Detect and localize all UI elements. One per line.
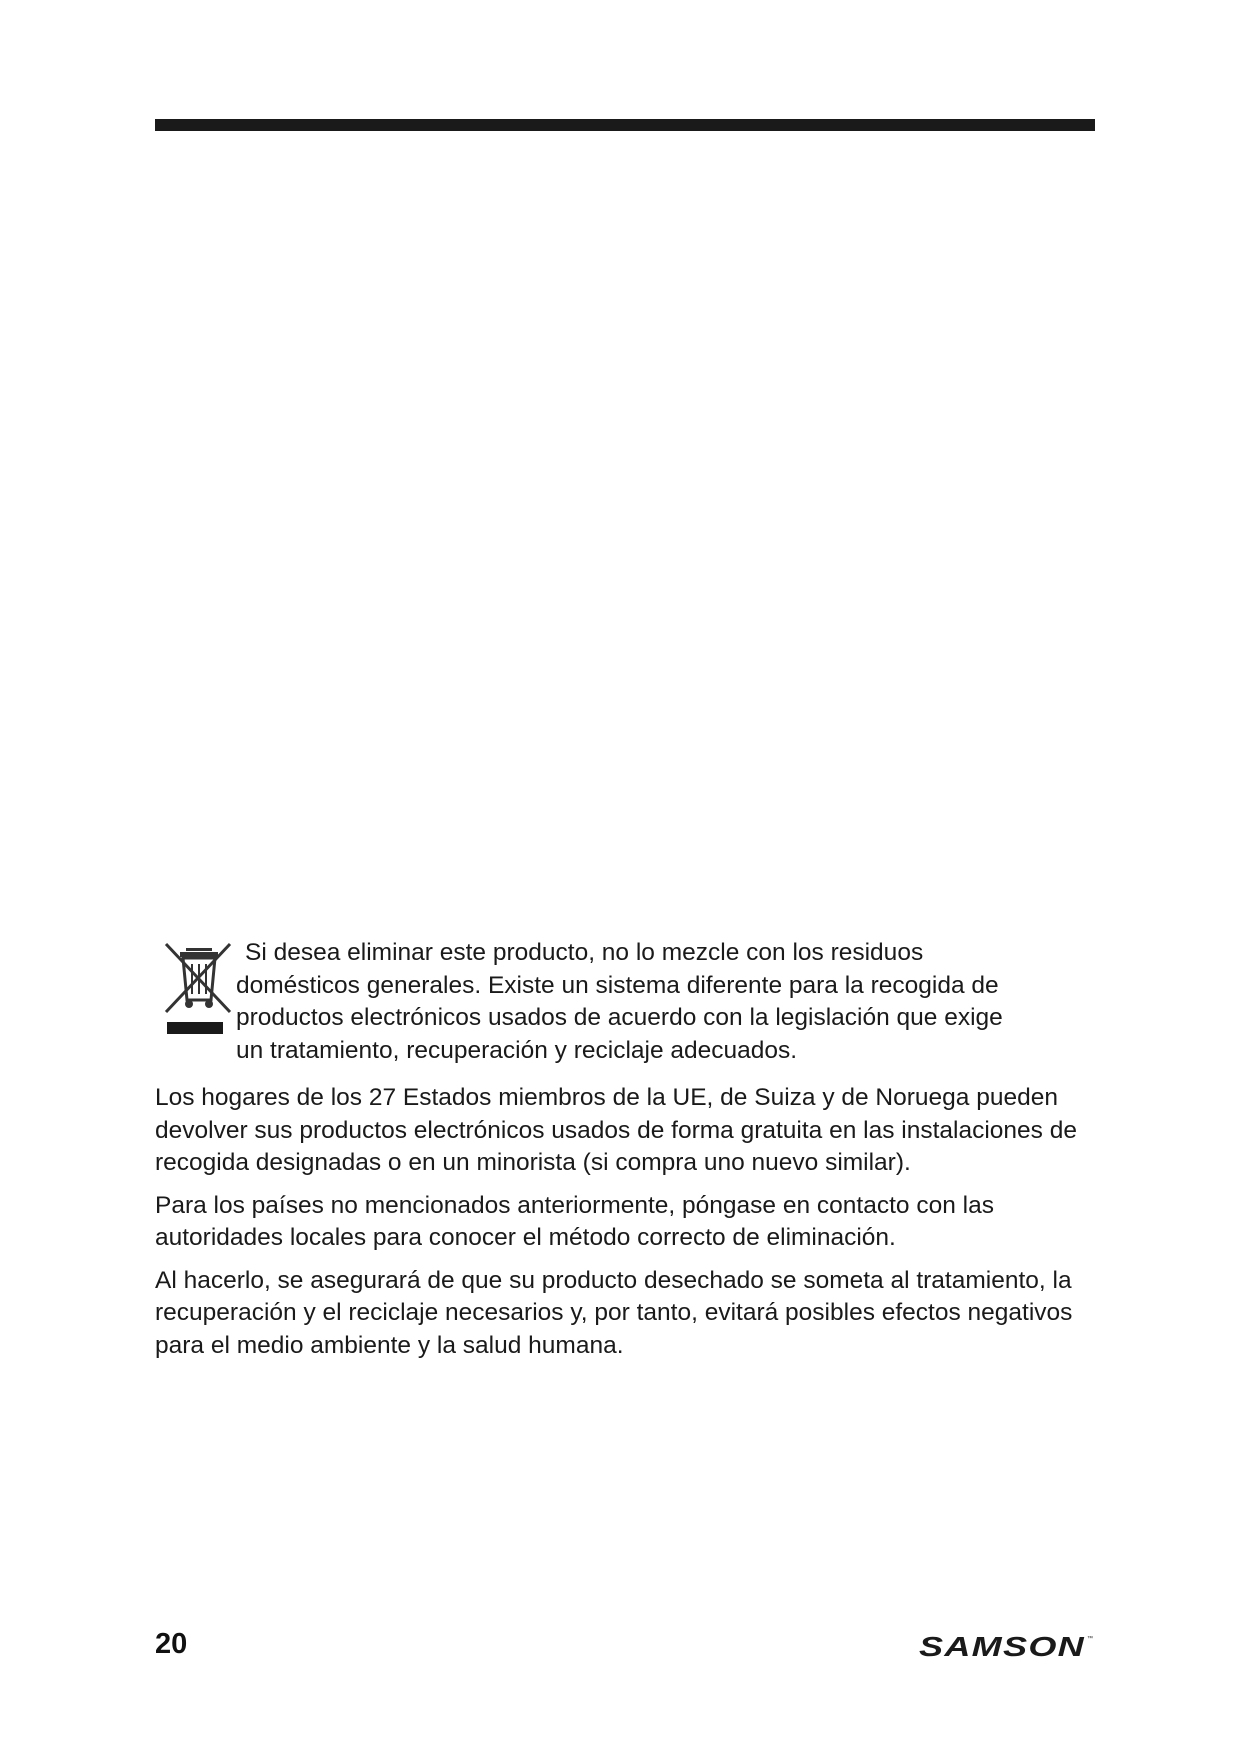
header-rule <box>155 119 1095 131</box>
intro-line-2: domésticos generales. Existe un sistema diferente para la recogida de <box>236 971 999 999</box>
page-number: 20 <box>155 1628 188 1660</box>
intro-line-3: productos electrónicos usados de acuerdo con la legislación que exige <box>236 1004 1003 1031</box>
body-text <box>155 1082 1095 1372</box>
samson-logo <box>915 1630 1095 1662</box>
weee-bin-icon <box>162 942 234 1038</box>
intro-text-block <box>236 937 1096 1067</box>
svg-text:™: ™ <box>1087 1636 1093 1642</box>
intro-line-1: Si desea eliminar este producto, no lo mezcle con los residuos <box>245 939 924 966</box>
paragraph-eu-households: Los hogares de los 27 Estados miembros de la UE, de Suiza y de Noruega pueden devolver sus productos electrónicos usados de forma gratuita en las instalaciones de recogida designadas o en un minorista (si compra uno nuevo similar). <box>155 1084 1077 1176</box>
intro-line-4: un tratamiento, recuperación y reciclaje adecuados. <box>236 1036 798 1064</box>
paragraph-environment: Al hacerlo, se asegurará de que su producto desechado se someta al tratamiento, la recuperación y el reciclaje necesarios y, por tanto, evitará posibles efectos negativos para el medio ambiente y la salud humana. <box>155 1266 1073 1359</box>
brand-logo-text: SAMSON <box>919 1631 1085 1662</box>
paragraph-other-countries: Para los países no mencionados anteriormente, póngase en contacto con las autoridades locales para conocer el método correcto de eliminación. <box>155 1191 994 1251</box>
